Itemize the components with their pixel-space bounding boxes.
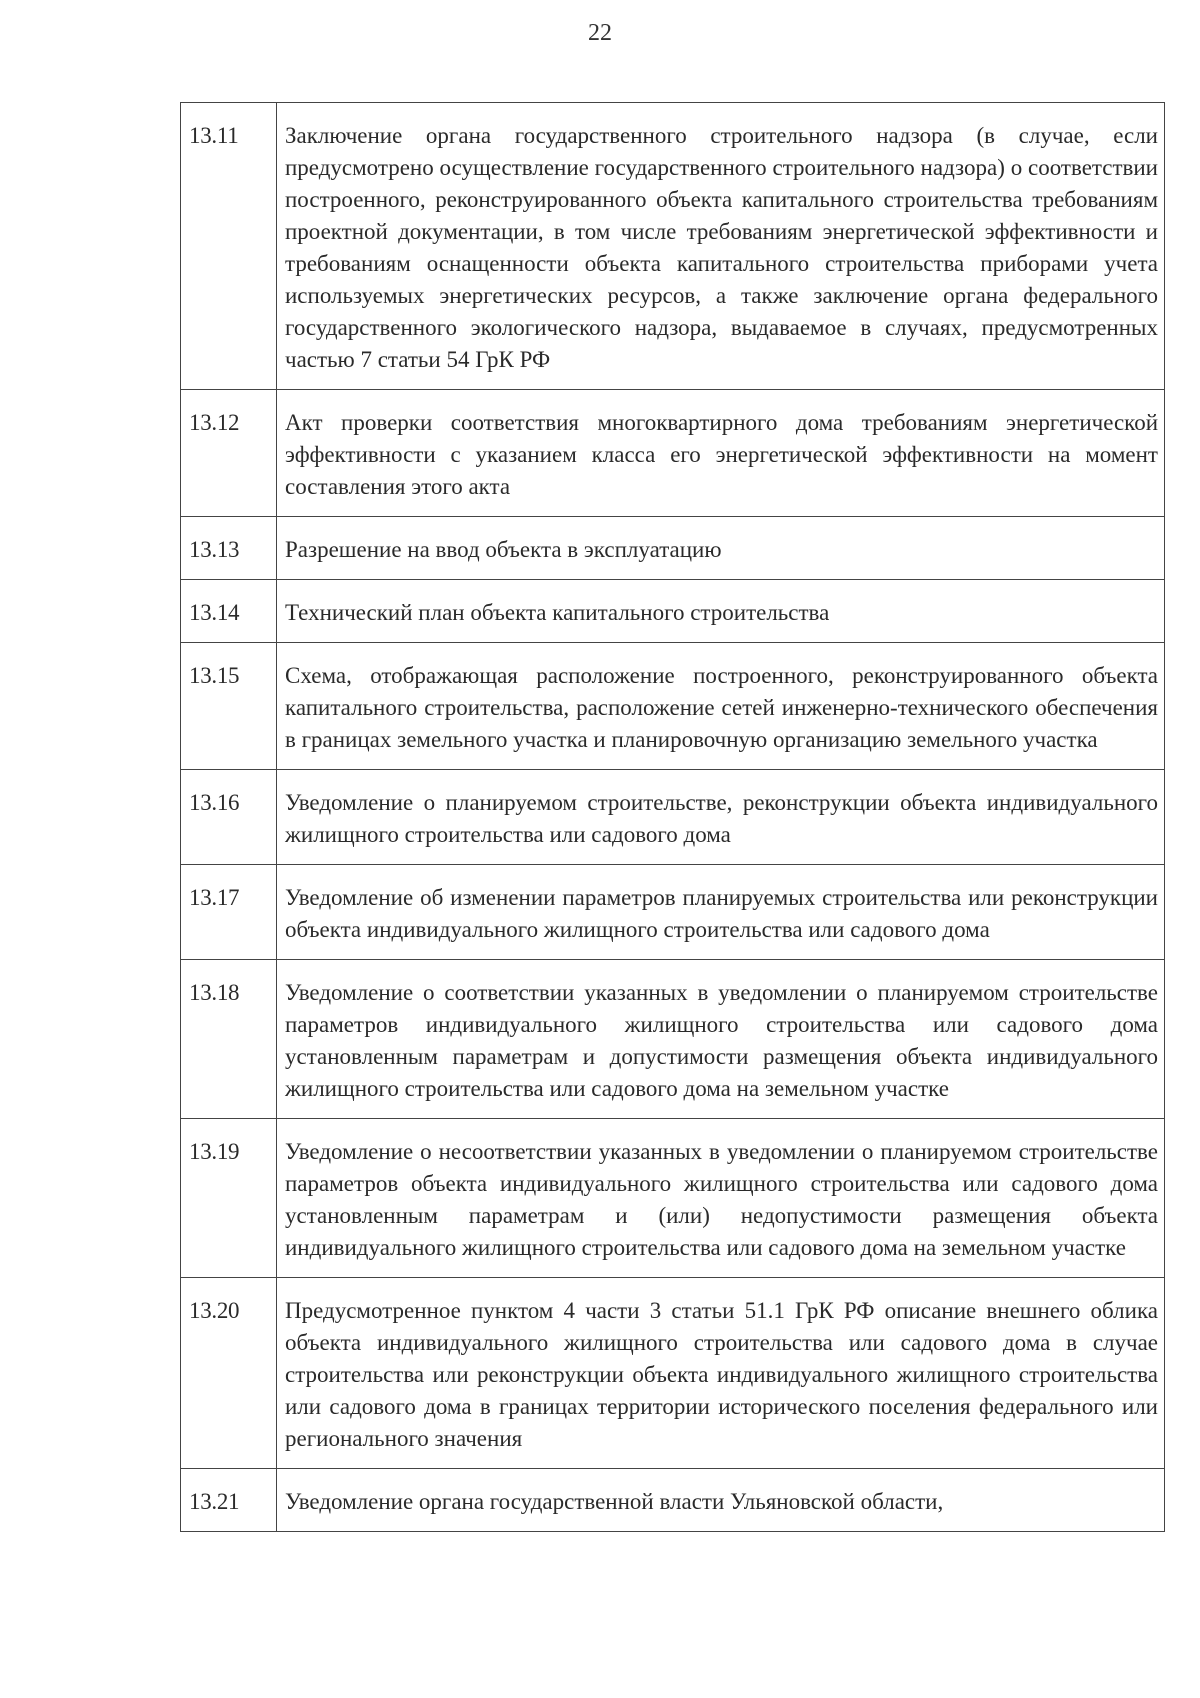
table-row [181, 770, 1165, 865]
row-number: 13.20 [181, 1278, 277, 1469]
row-description: Схема, отображающая расположение построенного, реконструированного объекта капитального строительства, расположение сетей инженерно-технического обеспечения в границах земельного участка и планировочную организацию земельного участка [277, 643, 1165, 770]
table-row [181, 1278, 1165, 1469]
row-number: 13.11 [181, 103, 277, 390]
row-description: Заключение органа государственного строительного надзора (в случае, если предусмотрено осуществление государственного строительного надзора) о соответствии построенного, реконструированного объекта капитального строительства требованиям проектной документации, в том числе требованиям энергетической эффективности и требованиям оснащенности объекта капитального строительства приборами учета используемых энергетических ресурсов, а также заключение органа федерального государственного экологического надзора, выдаваемое в случаях, предусмотренных частью 7 статьи 54 ГрК РФ [277, 103, 1165, 390]
row-number: 13.15 [181, 643, 277, 770]
table-row [181, 865, 1165, 960]
row-description: Уведомление о планируемом строительстве, реконструкции объекта индивидуального жилищного строительства или садового дома [277, 770, 1165, 865]
row-description: Уведомление о соответствии указанных в уведомлении о планируемом строительстве параметров индивидуального жилищного строительства или садового дома установленным параметрам и допустимости размещения объекта индивидуального жилищного строительства или садового дома на земельном участке [277, 960, 1165, 1119]
row-description: Предусмотренное пунктом 4 части 3 статьи 51.1 ГрК РФ описание внешнего облика объекта индивидуального жилищного строительства или садового дома в случае строительства или реконструкции объекта индивидуального жилищного строительства или садового дома в границах территории исторического поселения федерального или регионального значения [277, 1278, 1165, 1469]
row-number: 13.13 [181, 517, 277, 580]
row-description: Акт проверки соответствия многоквартирного дома требованиям энергетической эффективности с указанием класса его энергетической эффективности на момент составления этого акта [277, 390, 1165, 517]
table-row [181, 643, 1165, 770]
table-row [181, 103, 1165, 390]
table-row [181, 580, 1165, 643]
table-row [181, 390, 1165, 517]
row-description: Уведомление о несоответствии указанных в уведомлении о планируемом строительстве параметров объекта индивидуального жилищного строительства или садового дома установленным параметрам и (или) недопустимости размещения объекта индивидуального жилищного строительства или садового дома на земельном участке [277, 1119, 1165, 1278]
table-row [181, 960, 1165, 1119]
page-number: 22 [588, 20, 612, 46]
row-number: 13.14 [181, 580, 277, 643]
row-description: Разрешение на ввод объекта в эксплуатацию [277, 517, 1165, 580]
row-description: Уведомление об изменении параметров планируемых строительства или реконструкции объекта индивидуального жилищного строительства или садового дома [277, 865, 1165, 960]
row-number: 13.19 [181, 1119, 277, 1278]
row-number: 13.12 [181, 390, 277, 517]
row-description: Уведомление органа государственной власти Ульяновской области, [277, 1469, 1165, 1532]
table-row [181, 1119, 1165, 1278]
row-number: 13.21 [181, 1469, 277, 1532]
table-row [181, 517, 1165, 580]
row-number: 13.17 [181, 865, 277, 960]
table-row [181, 1469, 1165, 1532]
row-number: 13.16 [181, 770, 277, 865]
row-number: 13.18 [181, 960, 277, 1119]
documents-table [180, 102, 1165, 1532]
row-description: Технический план объекта капитального строительства [277, 580, 1165, 643]
